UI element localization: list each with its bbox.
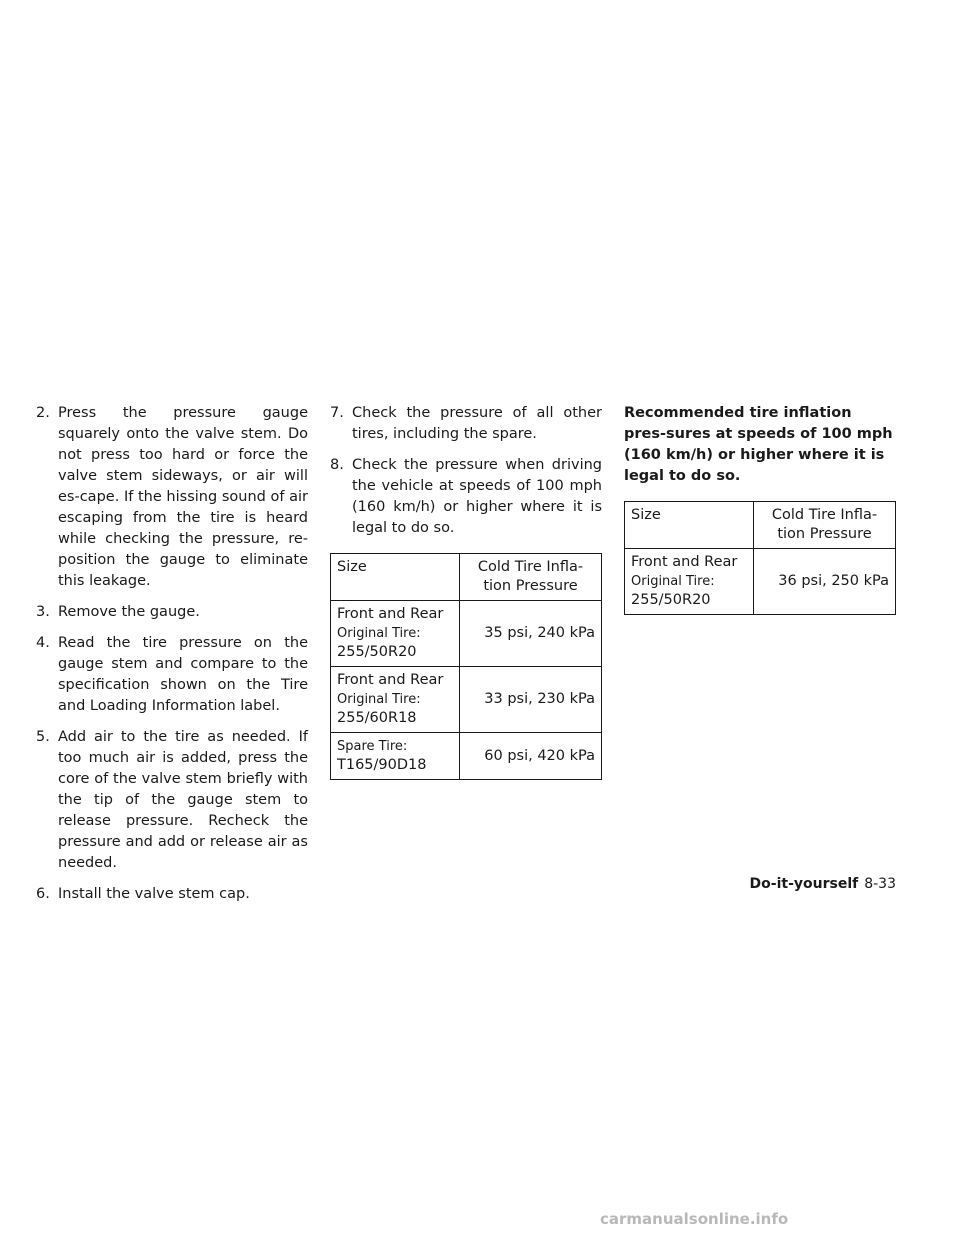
size-cell: [331, 601, 460, 667]
size-line: Front and Rear: [337, 672, 444, 688]
table-header-row: [625, 502, 896, 549]
pressure-table-2: [624, 501, 896, 615]
step-number: 7.: [330, 405, 344, 421]
list-item: [36, 727, 308, 874]
step-text: Install the valve stem cap.: [58, 886, 250, 902]
size-cell: [331, 733, 460, 780]
list-item: [330, 455, 602, 539]
size-line: Original Tire:: [337, 626, 421, 641]
list-item: [330, 403, 602, 445]
size-line: Original Tire:: [631, 574, 715, 589]
table-row: [331, 733, 602, 780]
step-number: 6.: [36, 886, 50, 902]
column-2: [330, 403, 602, 780]
step-text: Add air to the tire as needed. If too much air is added, press the core of the valve stem briefly with the tip of the gauge stem to release pressure. Recheck the pressure and add or release air as needed.: [58, 729, 308, 871]
step-number: 3.: [36, 604, 50, 620]
steps-list-1: [36, 403, 308, 905]
size-line: Original Tire:: [337, 692, 421, 707]
header-size: Size: [625, 502, 754, 549]
size-line: 255/50R20: [337, 644, 417, 660]
pressure-table-1: [330, 553, 602, 780]
step-number: 8.: [330, 457, 344, 473]
pressure-cell: 60 psi, 420 kPa: [460, 733, 602, 780]
list-item: [36, 884, 308, 905]
pressure-cell: 33 psi, 230 kPa: [460, 667, 602, 733]
watermark: carmanualsonline.info: [600, 1210, 789, 1228]
pressure-cell: 36 psi, 250 kPa: [754, 549, 896, 615]
step-text: Check the pressure when driving the vehicle at speeds of 100 mph (160 km/h) or higher where it is legal to do so.: [352, 457, 602, 536]
size-line: 255/50R20: [631, 592, 711, 608]
list-item: [36, 602, 308, 623]
size-cell: [331, 667, 460, 733]
step-text: Press the pressure gauge squarely onto the valve stem. Do not press too hard or force the valve stem sideways, or air will es-cape. If the hissing sound of air escaping from the tire is heard while checking the pressure, re-position the gauge to eliminate this leakage.: [58, 405, 308, 589]
list-item: [36, 633, 308, 717]
step-number: 5.: [36, 729, 50, 745]
step-number: 4.: [36, 635, 50, 651]
section-heading: Recommended tire inflation pres-sures at speeds of 100 mph (160 km/h) or higher where it is legal to do so.: [624, 405, 893, 484]
step-text: Check the pressure of all other tires, including the spare.: [352, 405, 602, 442]
table-row: [331, 601, 602, 667]
page-footer: [750, 876, 896, 892]
table-row: [625, 549, 896, 615]
header-pressure: Cold Tire Infla-tion Pressure: [460, 554, 602, 601]
step-number: 2.: [36, 405, 50, 421]
page-number: 8-33: [864, 876, 896, 892]
list-item: [36, 403, 308, 592]
steps-list-2: [330, 403, 602, 539]
header-pressure: Cold Tire Infla-tion Pressure: [754, 502, 896, 549]
size-line: 255/60R18: [337, 710, 417, 726]
pressure-cell: 35 psi, 240 kPa: [460, 601, 602, 667]
size-line: Front and Rear: [337, 606, 444, 622]
size-line: Front and Rear: [631, 554, 738, 570]
table-header-row: [331, 554, 602, 601]
section-name: Do-it-yourself: [749, 876, 859, 892]
header-size: Size: [331, 554, 460, 601]
size-line: Spare Tire:: [337, 739, 408, 754]
column-1: [36, 403, 308, 915]
step-text: Read the tire pressure on the gauge stem and compare to the specification shown on the Tire and Loading Information label.: [58, 635, 308, 714]
column-3: [624, 403, 896, 615]
size-cell: [625, 549, 754, 615]
table-row: [331, 667, 602, 733]
size-line: T165/90D18: [337, 757, 427, 773]
step-text: Remove the gauge.: [58, 604, 200, 620]
